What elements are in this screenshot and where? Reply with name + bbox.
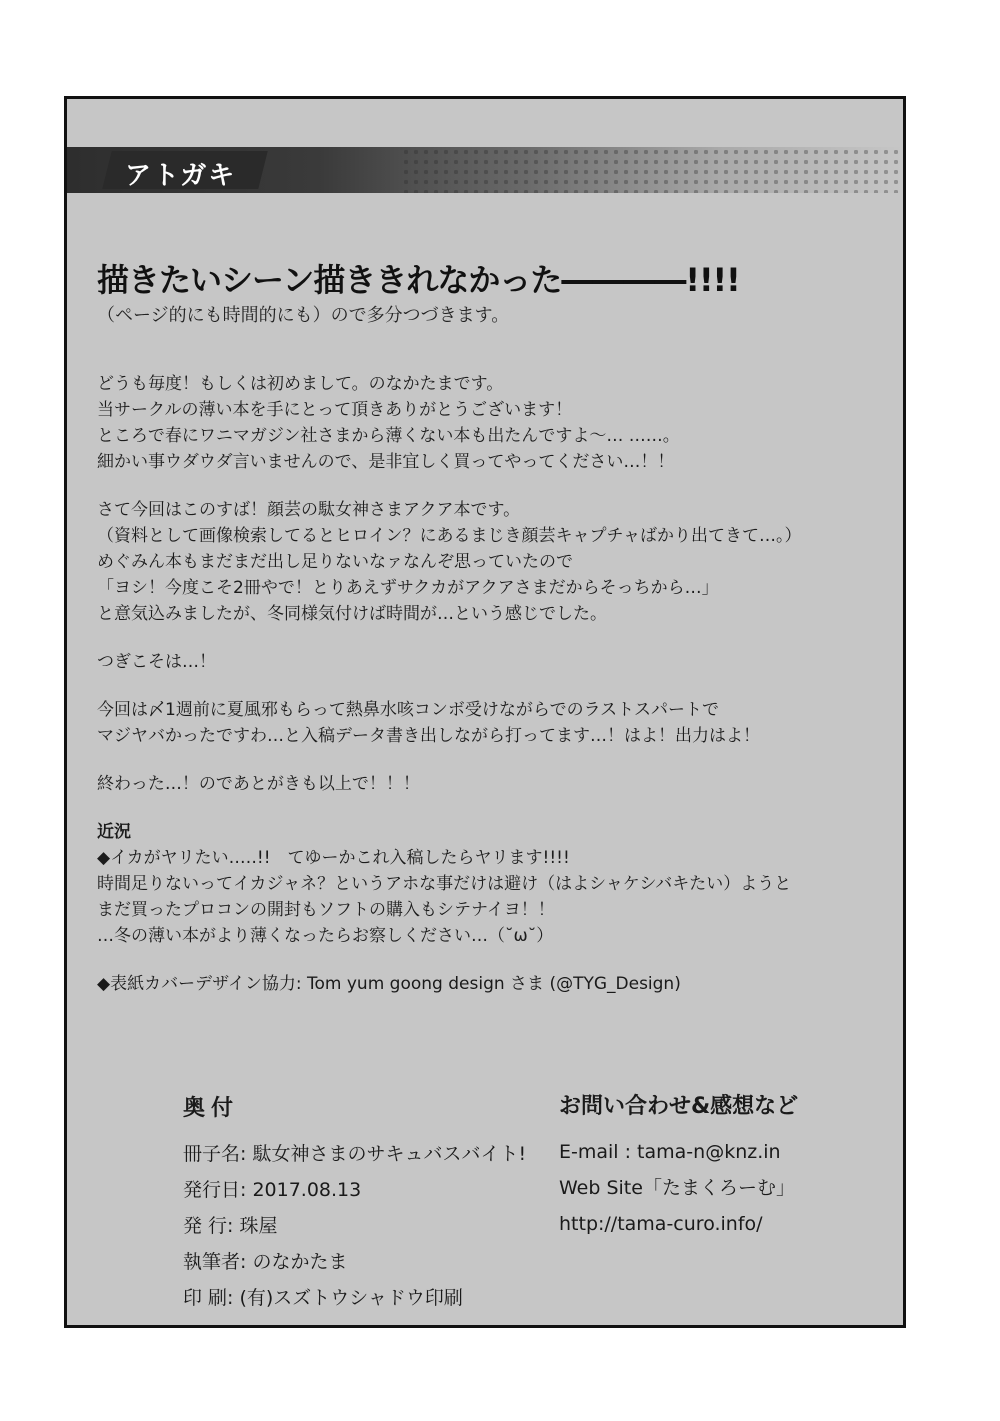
text-line: 「ヨシ！今度こそ2冊やで！とりあえずサクカがアクアさまだからそっちから…」 bbox=[97, 578, 719, 598]
contact-email: E-mail : tama-n@knz.in bbox=[559, 1141, 781, 1163]
text-line: と意気込みましたが、冬同様気付けば時間が…という感じでした。 bbox=[97, 604, 607, 624]
text-line: 今回は〆1週前に夏風邪もらって熱鼻水咳コンボ受けながらでのラストスパートで bbox=[97, 700, 719, 720]
colophon-publish-date: 発行日: 2017.08.13 bbox=[183, 1179, 362, 1201]
text-line: （資料として画像検索してるとヒロイン？にあるまじき顔芸キャプチャばかり出てきて…。） bbox=[97, 526, 802, 546]
recent-news-label: 近況 bbox=[97, 822, 131, 842]
headline: 描きたいシーン描ききれなかった――――!!!! bbox=[97, 261, 740, 299]
colophon-book-title: 冊子名: 駄女神さまのサキュバスバイト! bbox=[183, 1143, 527, 1165]
paragraph-deadline bbox=[97, 697, 887, 749]
text-line: 終わった…！のであとがきも以上で！！！ bbox=[97, 774, 420, 794]
colophon-title: 奥付 bbox=[183, 1096, 240, 1121]
contact-info bbox=[559, 1089, 879, 1242]
text-line: つぎこそは…！ bbox=[97, 652, 216, 672]
recent-news-line: 時間足りないってイカジャネ？というアホな事だけは避け（はよシャケシバキたい）ようと bbox=[97, 874, 792, 894]
colophon-printer: 印 刷: (有)スズトウシャドウ印刷 bbox=[183, 1287, 463, 1309]
afterword-page bbox=[64, 96, 906, 1328]
afterword-body bbox=[97, 371, 887, 997]
text-line: めぐみん本もまだまだ出し足りないなァなんぞ思っていたので bbox=[97, 552, 573, 572]
colophon-author: 執筆者: のなかたま bbox=[183, 1251, 348, 1273]
recent-news-line: …冬の薄い本がより薄くなったらお察しください…（˘ω˘） bbox=[97, 926, 554, 946]
paragraph-about-book bbox=[97, 497, 887, 627]
text-line: 当サークルの薄い本を手にとって頂きありがとうございます！ bbox=[97, 400, 573, 420]
cover-design-credit bbox=[97, 971, 887, 997]
colophon bbox=[183, 1091, 543, 1316]
text-line: マジヤバかったですわ…と入稿データ書き出しながら打ってます…！はよ！出力はよ！ bbox=[97, 726, 760, 746]
text-line: どうも毎度！もしくは初めまして。のなかたまです。 bbox=[97, 374, 504, 394]
section-title: アトガキ bbox=[125, 161, 237, 191]
credit-label: ◆表紙カバーデザイン協力: bbox=[97, 974, 308, 994]
text-line: さて今回はこのすば！顔芸の駄女神さまアクア本です。 bbox=[97, 500, 521, 520]
contact-website-url: http://tama-curo.info/ bbox=[559, 1213, 763, 1235]
paragraph-greeting bbox=[97, 371, 887, 475]
credit-name: Tom yum goong design さま (@TYG_Design) bbox=[307, 974, 681, 994]
subheadline: （ページ的にも時間的にも）ので多分つづきます。 bbox=[97, 305, 510, 326]
text-line: ところで春にワニマガジン社さまから薄くない本も出たんですよ～… ……。 bbox=[97, 426, 680, 446]
contact-title: お問い合わせ&感想など bbox=[559, 1094, 799, 1119]
paragraph-closing bbox=[97, 771, 887, 797]
text-line: 細かい事ウダウダ言いませんので、是非宜しく買ってやってください…！！ bbox=[97, 452, 675, 472]
colophon-publisher: 発 行: 珠屋 bbox=[183, 1215, 278, 1237]
paragraph-next-time bbox=[97, 649, 887, 675]
contact-website-name: Web Site「たまくろーむ」 bbox=[559, 1177, 795, 1199]
recent-news-line: まだ買ったプロコンの開封もソフトの購入もシテナイヨ！！ bbox=[97, 900, 555, 920]
recent-news-line: ◆イカがヤリたい…‥!! てゆーかこれ入稿したらヤリます!!!! bbox=[97, 848, 570, 868]
